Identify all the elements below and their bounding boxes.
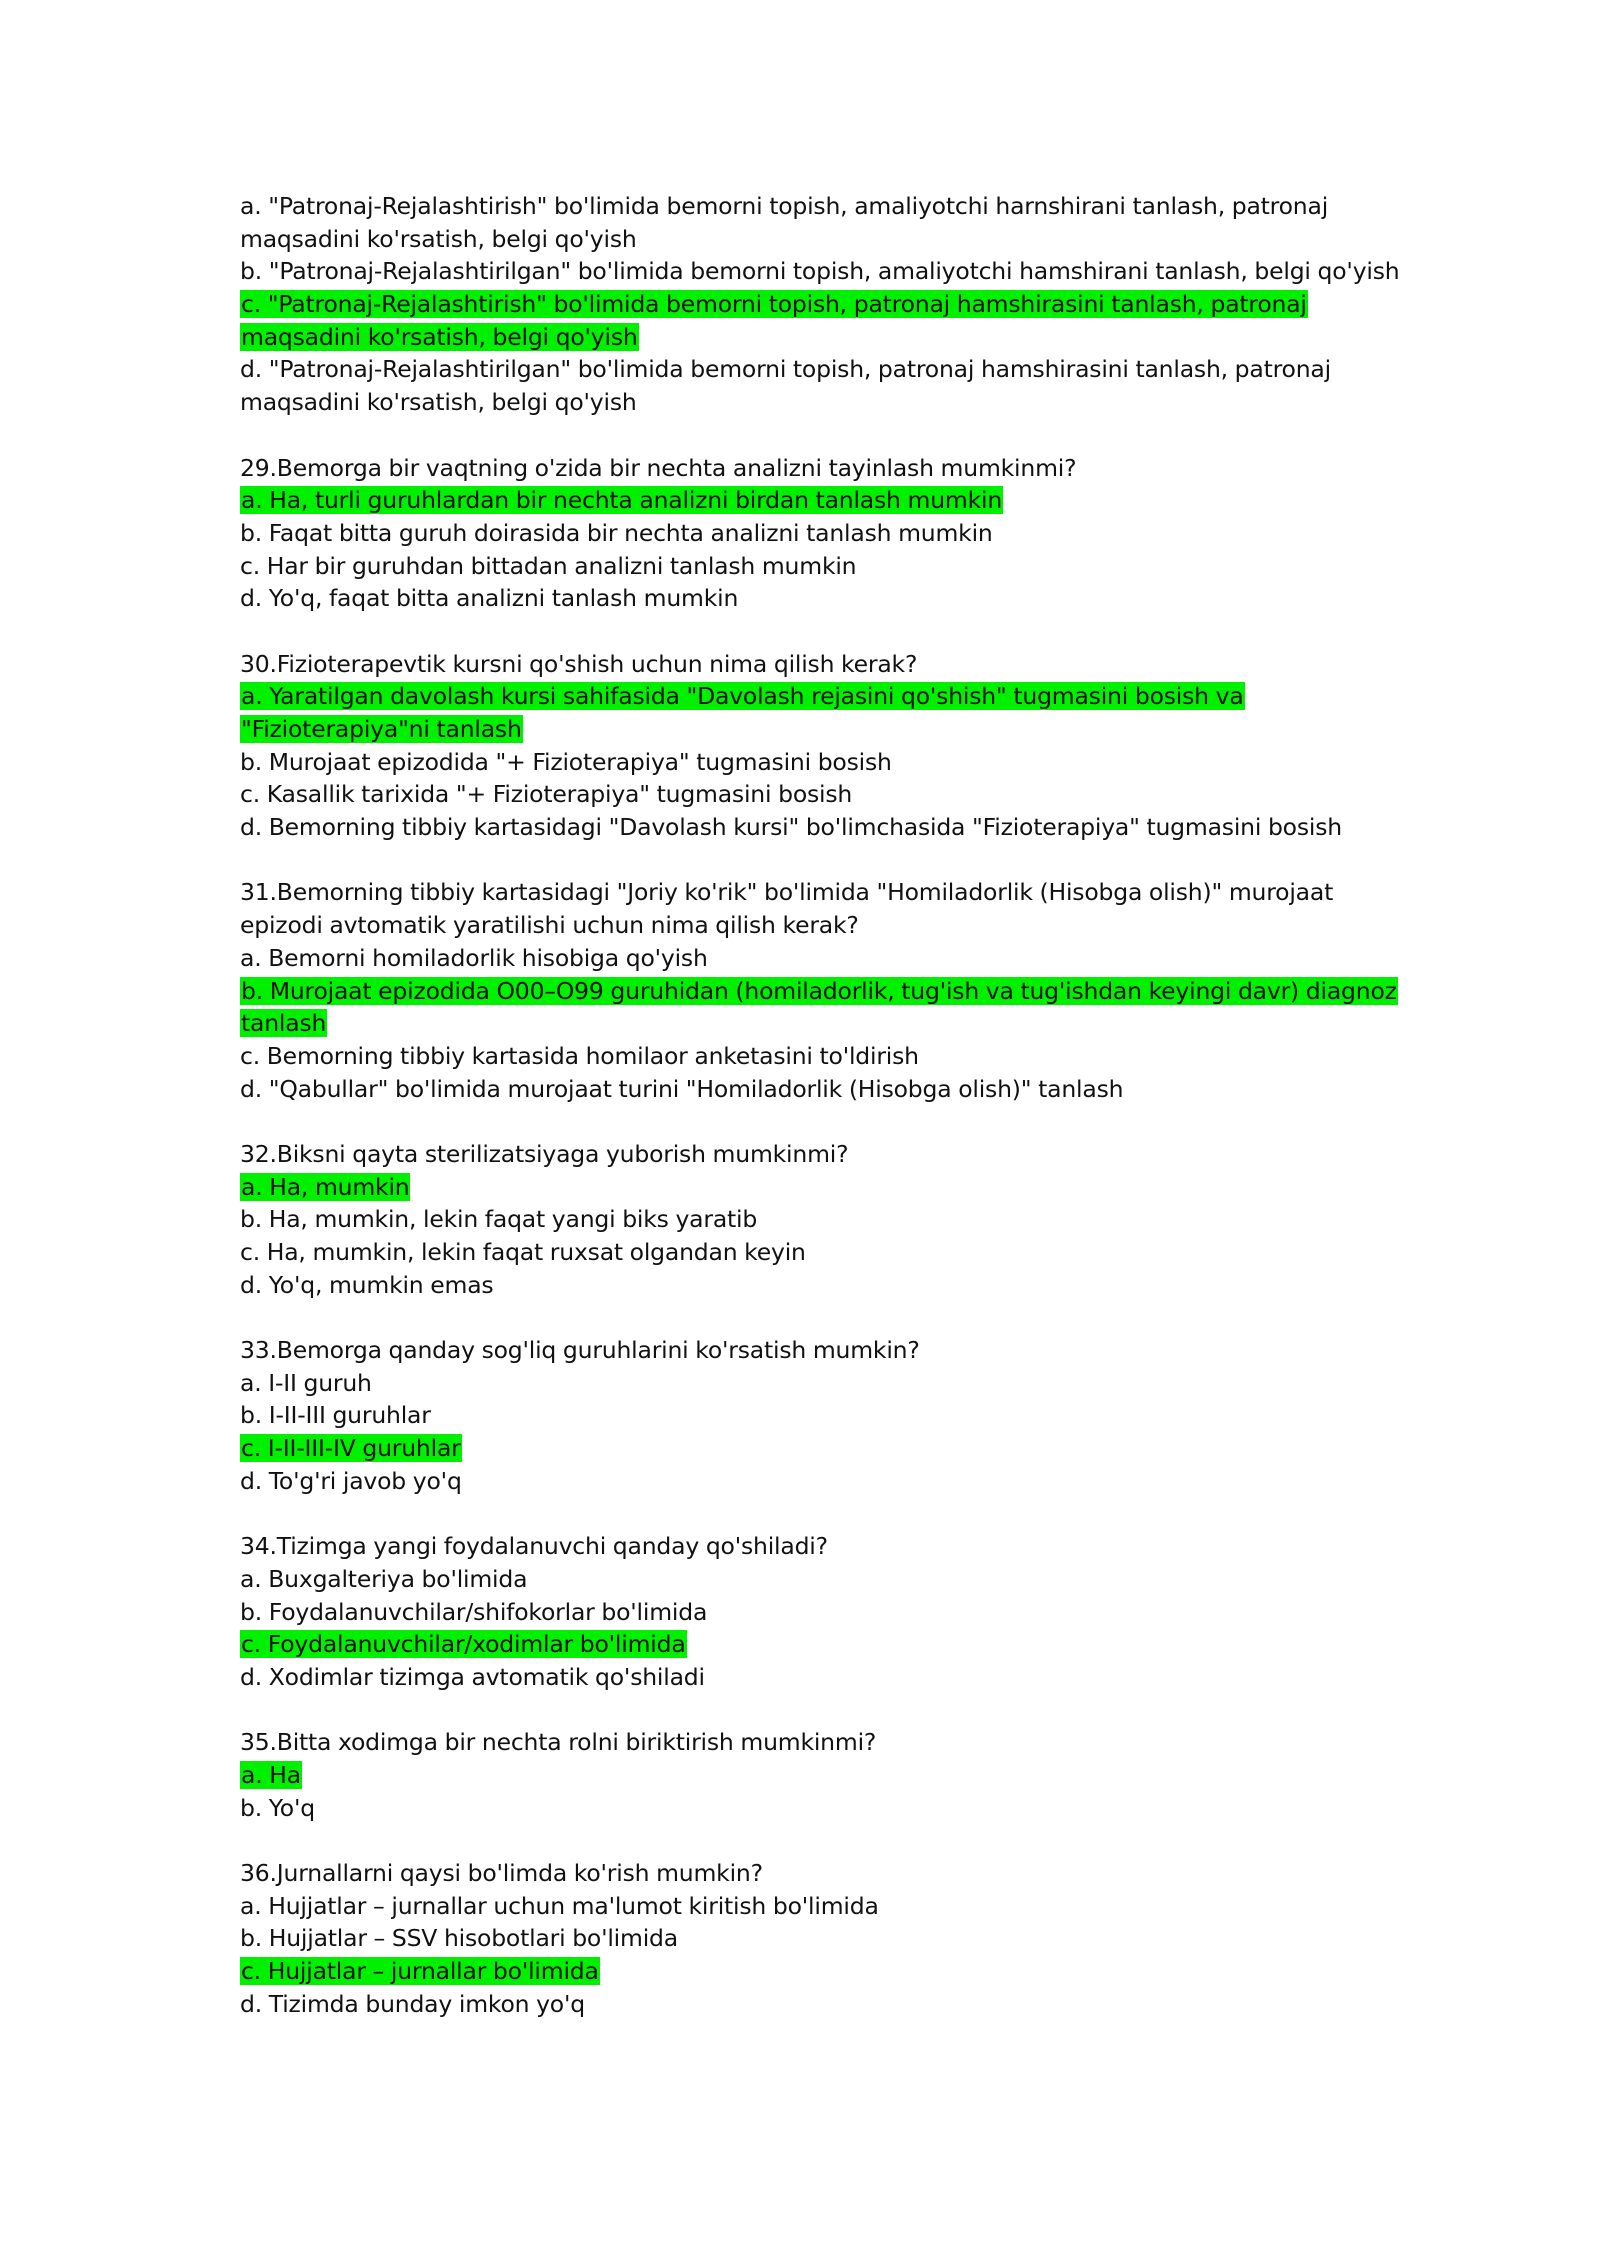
line-text: 29.Bemorga bir vaqtning o'zida bir nechta analizni tayinlash mumkinmi? bbox=[240, 453, 1077, 482]
line-text: a. Bemorni homiladorlik hisobiga qo'yish bbox=[240, 943, 708, 972]
question-block bbox=[240, 1530, 1420, 1693]
line-text: 33.Bemorga qanday sog'liq guruhlarini ko'rsatish mumkin? bbox=[240, 1336, 920, 1365]
line-text: d. Bemorning tibbiy kartasidagi "Davolash kursi" bo'limchasida "Fizioterapiya" tugmasini bosish bbox=[240, 813, 1342, 842]
line-text: b. Faqat bitta guruh doirasida bir nechta analizni tanlash mumkin bbox=[240, 518, 993, 547]
line-text: a. Hujjatlar – jurnallar uchun ma'lumot kiritish bo'limida bbox=[240, 1891, 879, 1920]
line-text: d. Yo'q, mumkin emas bbox=[240, 1270, 494, 1299]
highlighted-answer-text: b. Murojaat epizodida O00–O99 guruhidan (homiladorlik, tug'ish va tug'ishdan keyingi davr) diagnoz bbox=[241, 976, 1397, 1005]
text-line bbox=[240, 1236, 1420, 1269]
text-line bbox=[240, 1269, 1420, 1302]
quiz-text-body bbox=[240, 190, 1420, 2053]
highlighted-answer-text: a. Ha bbox=[241, 1761, 301, 1789]
line-text: 34.Tizimga yangi foydalanuvchi qanday qo'shiladi? bbox=[240, 1532, 828, 1561]
question-block bbox=[240, 1857, 1420, 2020]
text-line bbox=[240, 1007, 1420, 1040]
line-text: 30.Fizioterapevtik kursni qo'shish uchun nima qilish kerak? bbox=[240, 649, 918, 678]
line-text: 36.Jurnallarni qaysi bo'limda ko'rish mumkin? bbox=[240, 1859, 763, 1888]
highlighted-answer-text: c. Hujjatlar – jurnallar bo'limida bbox=[241, 1957, 599, 1986]
text-line bbox=[240, 386, 1420, 419]
text-line bbox=[240, 648, 1420, 681]
text-line bbox=[240, 975, 1420, 1008]
text-line bbox=[240, 1661, 1420, 1694]
line-text: 31.Bemorning tibbiy kartasidagi "Joriy ko'rik" bo'limida "Homiladorlik (Hisobga olish)" murojaat bbox=[240, 878, 1334, 907]
text-line bbox=[240, 517, 1420, 550]
highlighted-answer-text: a. Ha, mumkin bbox=[241, 1172, 410, 1201]
line-text: maqsadini ko'rsatish, belgi qo'yish bbox=[240, 388, 637, 417]
text-line bbox=[240, 1203, 1420, 1236]
text-line bbox=[240, 1040, 1420, 1073]
question-block bbox=[240, 648, 1420, 844]
line-text: c. Bemorning tibbiy kartasida homilaor anketasini to'ldirish bbox=[240, 1041, 919, 1070]
question-block bbox=[240, 1726, 1420, 1824]
text-line bbox=[240, 713, 1420, 746]
line-text: d. Tizimda bunday imkon yo'q bbox=[240, 1989, 585, 2018]
text-line bbox=[240, 255, 1420, 288]
line-text: b. Ha, mumkin, lekin faqat yangi biks yaratib bbox=[240, 1205, 758, 1234]
line-text: d. To'g'ri javob yo'q bbox=[240, 1466, 462, 1495]
question-block bbox=[240, 876, 1420, 1105]
line-text: c. Har bir guruhdan bittadan analizni tanlash mumkin bbox=[240, 551, 857, 580]
text-line bbox=[240, 353, 1420, 386]
text-line bbox=[240, 1955, 1420, 1988]
text-line bbox=[240, 1530, 1420, 1563]
highlighted-answer-text: "Fizioterapiya"ni tanlash bbox=[241, 715, 522, 743]
text-line bbox=[240, 1628, 1420, 1661]
text-line bbox=[240, 942, 1420, 975]
line-text: a. I-II guruh bbox=[240, 1368, 372, 1397]
highlighted-answer-text: c. I-II-III-IV guruhlar bbox=[241, 1434, 461, 1463]
question-block bbox=[240, 1334, 1420, 1497]
text-line bbox=[240, 484, 1420, 517]
line-text: d. Yo'q, faqat bitta analizni tanlash mumkin bbox=[240, 584, 739, 613]
text-line bbox=[240, 876, 1420, 909]
highlighted-answer-text: a. Ha, turli guruhlardan bir nechta analizni birdan tanlash mumkin bbox=[241, 486, 1003, 515]
text-line bbox=[240, 550, 1420, 583]
line-text: c. Kasallik tarixida "+ Fizioterapiya" tugmasini bosish bbox=[240, 780, 853, 809]
text-line bbox=[240, 1334, 1420, 1367]
text-line bbox=[240, 1367, 1420, 1400]
line-text: a. "Patronaj-Rejalashtirish" bo'limida bemorni topish, amaliyotchi harnshirani tanlash, patronaj bbox=[240, 192, 1329, 220]
text-line bbox=[240, 1432, 1420, 1465]
line-text: d. "Patronaj-Rejalashtirilgan" bo'limida bemorni topish, patronaj hamshirasini tanlash, patronaj bbox=[240, 355, 1331, 384]
answer-options-block bbox=[240, 190, 1420, 419]
highlighted-answer-text: c. "Patronaj-Rejalashtirish" bo'limida bemorni topish, patronaj hamshirasini tanlash, patronaj bbox=[241, 290, 1307, 319]
text-line bbox=[240, 1563, 1420, 1596]
line-text: b. Murojaat epizodida "+ Fizioterapiya" tugmasini bosish bbox=[240, 747, 892, 776]
text-line bbox=[240, 1890, 1420, 1923]
question-block bbox=[240, 452, 1420, 615]
text-line bbox=[240, 746, 1420, 779]
text-line bbox=[240, 1465, 1420, 1498]
text-line bbox=[240, 1073, 1420, 1106]
text-line bbox=[240, 288, 1420, 321]
line-text: maqsadini ko'rsatish, belgi qo'yish bbox=[240, 224, 637, 253]
text-line bbox=[240, 1726, 1420, 1759]
text-line bbox=[240, 1922, 1420, 1955]
highlighted-answer-text: maqsadini ko'rsatish, belgi qo'yish bbox=[241, 322, 638, 351]
line-text: 35.Bitta xodimga bir nechta rolni biriktirish mumkinmi? bbox=[240, 1728, 877, 1757]
text-line bbox=[240, 321, 1420, 354]
text-line bbox=[240, 190, 1420, 223]
line-text: epizodi avtomatik yaratilishi uchun nima qilish kerak? bbox=[240, 911, 859, 940]
text-line bbox=[240, 1792, 1420, 1825]
question-block bbox=[240, 1138, 1420, 1301]
text-line bbox=[240, 582, 1420, 615]
text-line bbox=[240, 1138, 1420, 1171]
line-text: a. Buxgalteriya bo'limida bbox=[240, 1564, 528, 1593]
line-text: 32.Biksni qayta sterilizatsiyaga yuborish mumkinmi? bbox=[240, 1139, 849, 1168]
line-text: b. Hujjatlar – SSV hisobotlari bo'limida bbox=[240, 1924, 678, 1953]
line-text: b. Foydalanuvchilar/shifokorlar bo'limida bbox=[240, 1597, 708, 1626]
line-text: b. Yo'q bbox=[240, 1793, 315, 1822]
text-line bbox=[240, 1988, 1420, 2021]
text-line bbox=[240, 452, 1420, 485]
line-text: c. Ha, mumkin, lekin faqat ruxsat olgandan keyin bbox=[240, 1238, 806, 1266]
text-line bbox=[240, 223, 1420, 256]
text-line bbox=[240, 778, 1420, 811]
line-text: d. Xodimlar tizimga avtomatik qo'shiladi bbox=[240, 1662, 705, 1691]
line-text: b. "Patronaj-Rejalashtirilgan" bo'limida bemorni topish, amaliyotchi hamshirani tanlash, belgi qo'yish bbox=[240, 257, 1400, 286]
text-line bbox=[240, 1399, 1420, 1432]
text-line bbox=[240, 680, 1420, 713]
text-line bbox=[240, 1759, 1420, 1792]
line-text: b. I-II-III guruhlar bbox=[240, 1401, 431, 1430]
text-line bbox=[240, 811, 1420, 844]
highlighted-answer-text: c. Foydalanuvchilar/xodimlar bo'limida bbox=[241, 1630, 686, 1659]
text-line bbox=[240, 909, 1420, 942]
text-line bbox=[240, 1596, 1420, 1629]
highlighted-answer-text: tanlash bbox=[241, 1009, 327, 1038]
line-text: d. "Qabullar" bo'limida murojaat turini "Homiladorlik (Hisobga olish)" tanlash bbox=[240, 1074, 1124, 1103]
highlighted-answer-text: a. Yaratilgan davolash kursi sahifasida "Davolash rejasini qo'shish" tugmasini bosish va bbox=[241, 682, 1244, 711]
text-line bbox=[240, 1171, 1420, 1204]
text-line bbox=[240, 1857, 1420, 1890]
